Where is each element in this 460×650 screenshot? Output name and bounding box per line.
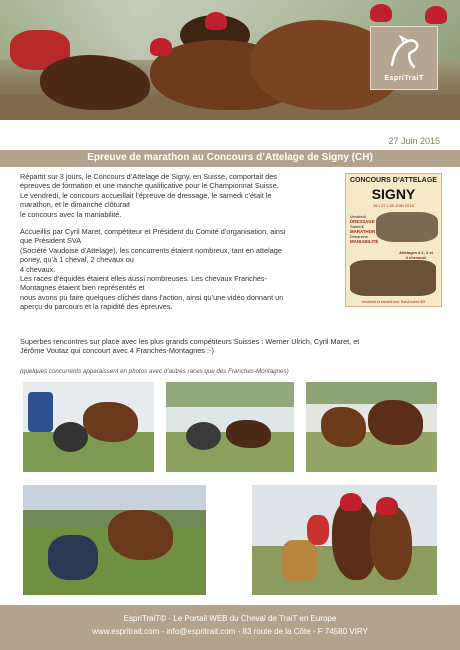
carriage-shape: [53, 422, 88, 452]
poster-event: MARATHON: [350, 229, 376, 234]
paragraph-organisation: [20, 227, 338, 312]
paragraph-competitors: [20, 337, 440, 356]
footer-contact[interactable]: www.espritrait.com - info@espritrait.com - 83 route de la Côte - F 74580 VIRY: [92, 627, 368, 636]
red-ear-bonnet: [340, 493, 362, 511]
photo-grass: [23, 432, 154, 473]
poster-badge: Attelages à 1, 2 et 4 chevaux!: [399, 250, 433, 260]
footer-tagline: EspriTraiT© - Le Portail WEB du Cheval de TraiT en Europe: [123, 614, 337, 623]
text-line: Les races d’équidés étaient elles aussi nombreuses. Les chevaux Franches-: [20, 274, 268, 284]
header-photo: [0, 0, 460, 120]
horse-head-logo-icon: [384, 33, 424, 73]
text-line: aperçu du parcours et la rapidité des épreuves.: [20, 302, 173, 312]
poster-day: Samedi: [350, 224, 364, 229]
poster-dates: 26 • 27 • 28 JUIN 2015: [373, 203, 414, 208]
red-ear-bonnet: [425, 6, 447, 24]
horse-shape: [83, 402, 138, 442]
horse-shape: [370, 505, 412, 580]
article-body: [20, 172, 338, 320]
photo-4[interactable]: [23, 485, 206, 595]
carriage-shape: [48, 535, 98, 580]
text-line: (Société Vaudoise d’Attelage), les concurrents étaient nombreux, tant en attelage: [20, 245, 282, 255]
red-ear-bonnet: [150, 38, 172, 56]
driver-shape: [307, 515, 329, 545]
red-ear-bonnet: [376, 497, 398, 515]
text-line: poney, qu’à 1 cheval, 2 chevaux ou: [20, 255, 134, 265]
photo-caption: (quelques concurrents apparaissent en photos avec d’autres races que des Franches-Montagnes): [20, 368, 289, 375]
text-line: que Président SVA: [20, 236, 82, 246]
text-line: Jérôme Voutaz qui concourt avec 4 Franches-Montagnes :-): [20, 346, 214, 356]
poster-horses-image: [350, 260, 436, 296]
horse-shape: [226, 420, 271, 448]
horse-shape: [321, 407, 366, 447]
photo-5[interactable]: [252, 485, 437, 595]
poster-day: Vendredi: [350, 214, 366, 219]
event-poster[interactable]: [345, 173, 442, 307]
trees-shape: [306, 382, 437, 404]
horse-shape: [108, 510, 173, 560]
carriage-shape: [186, 422, 221, 450]
horse-shape: [368, 400, 423, 445]
poster-event: MANIABILITÉ: [350, 239, 379, 244]
photo-1[interactable]: [23, 382, 154, 472]
poster-carriage-image: [376, 212, 438, 242]
publication-date: 27 Juin 2015: [388, 136, 440, 146]
logo-text: EspriTraiT: [384, 75, 424, 82]
obstacle-barrel-shape: [282, 540, 317, 582]
footer: [0, 605, 460, 650]
text-line: nous avons pu faire quelques clichés dans l’action, ainsi qu’une vidéo donnant un: [20, 292, 284, 302]
trees-shape: [166, 382, 294, 407]
espritrait-logo[interactable]: [370, 26, 438, 90]
red-ear-bonnet: [205, 12, 227, 30]
text-line: épreuves de formation et une manche qualificative pour le Championnat Suisse.: [20, 181, 279, 191]
horse-shape: [40, 55, 150, 110]
text-line: marathon, et le dimanche clôturait: [20, 200, 130, 210]
text-line: Superbes rencontres sur place avec les plus grands compétiteurs Suisses : Werner Ulrich, Cyril Maret, et: [20, 337, 360, 346]
article-title: Epreuve de marathon au Concours d’Attelage de Signy (CH): [87, 152, 373, 163]
text-line: Accueillis par Cyril Maret, compétiteur et Président du Comité d’organisation, ainsi: [20, 227, 286, 237]
poster-location: SIGNY: [371, 186, 416, 202]
title-bar: [0, 150, 460, 167]
poster-schedule: [350, 214, 378, 244]
poster-footer: Vendredi et samedi soir: Bal Années 80!: [361, 300, 426, 304]
text-line: Montagnes étaient bien représentés et: [20, 283, 145, 293]
paragraph-intro: [20, 172, 338, 219]
photo-3[interactable]: [306, 382, 437, 472]
red-ear-bonnet: [370, 4, 392, 22]
photo-2[interactable]: [166, 382, 294, 472]
text-line: 4 chevaux.: [20, 264, 56, 274]
banner-shape: [28, 392, 53, 432]
poster-day: Dimanche: [350, 234, 369, 239]
text-line: Répartit sur 3 jours, le Concours d’Attelage de Signy, en Suisse, comportait des: [20, 172, 278, 181]
text-line: Le vendredi, le concours accueillait l’épreuve de dressage, le samedi c’était le: [20, 190, 272, 200]
text-line: le concours avec la maniabilité.: [20, 209, 122, 219]
poster-event: DRESSAGE: [350, 219, 375, 224]
poster-heading: CONCOURS D’ATTELAGE: [350, 177, 437, 184]
